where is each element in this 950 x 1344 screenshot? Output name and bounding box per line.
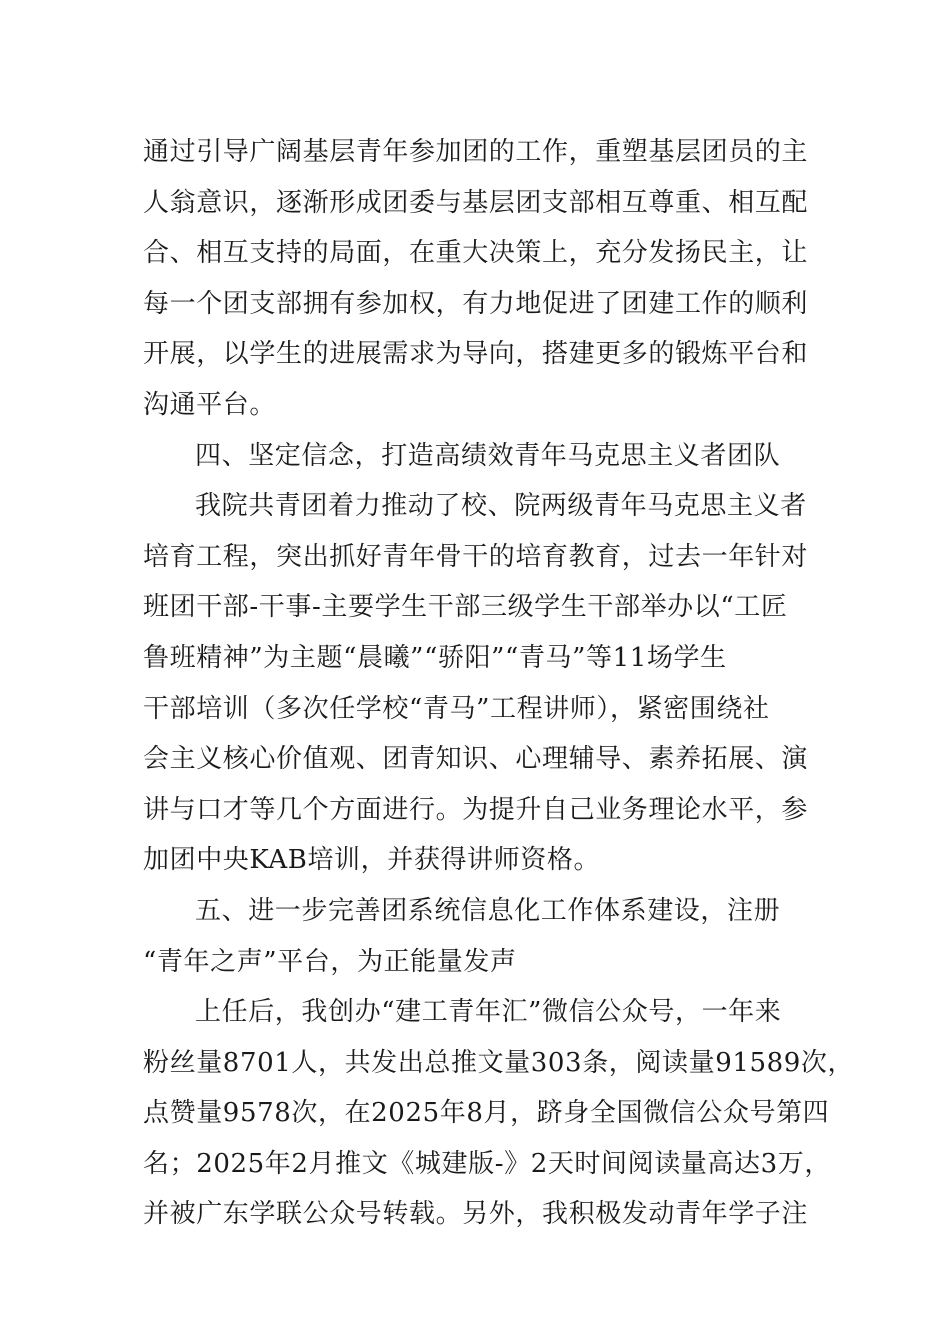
text-line: 干部培训（多次任学校“青马”工程讲师），紧密围绕社 [143, 693, 770, 724]
heading-line: “青年之声”平台，为正能量发声 [143, 946, 517, 977]
heading-line: 四、坚定信念，打造高绩效青年马克思主义者团队 [195, 440, 781, 471]
text-line: 人翁意识，逐渐形成团委与基层团支部相互尊重、相互配 [143, 187, 809, 218]
text-line: 合、相互支持的局面，在重大决策上，充分发扬民主，让 [143, 238, 809, 269]
text-line: 我院共青团着力推动了校、院两级青年马克思主义者 [195, 491, 807, 522]
heading-line: 五、进一步完善团系统信息化工作体系建设，注册 [195, 895, 781, 926]
text-line: 并被广东学联公众号转载。另外，我积极发动青年学子注 [143, 1199, 809, 1230]
text-line: 名；2025年2月推文《城建版-》2天时间阅读量高达3万， [143, 1148, 831, 1179]
text-line: 加团中央KAB培训，并获得讲师资格。 [143, 845, 601, 876]
section-heading-5 [143, 886, 808, 987]
document-body [143, 127, 855, 1240]
text-line: 点赞量9578次，在2025年8月，跻身全国微信公众号第四 [143, 1098, 830, 1129]
text-line: 培育工程，突出抓好青年骨干的培育教育，过去一年针对 [143, 541, 809, 572]
section-heading-4 [143, 431, 808, 482]
text-line: 讲与口才等几个方面进行。为提升自己业务理论水平，参 [143, 794, 809, 825]
text-line: 粉丝量8701人，共发出总推文量303条，阅读量91589次， [143, 1047, 855, 1078]
text-line: 上任后，我创办“建工青年汇”微信公众号，一年来 [195, 997, 782, 1028]
text-line: 会主义核心价值观、团青知识、心理辅导、素养拓展、演 [143, 744, 809, 775]
text-line: 沟通平台。 [143, 389, 277, 420]
text-line: 鲁班精神”为主题“晨曦”“骄阳”“青马”等11场学生 [143, 642, 727, 673]
text-line: 开展，以学生的进展需求为导向，搭建更多的锻炼平台和 [143, 339, 809, 370]
text-line: 班团干部-干事-主要学生干部三级学生干部举办以“工匠 [143, 592, 788, 623]
paragraph-3 [143, 987, 855, 1240]
text-line: 通过引导广阔基层青年参加团的工作，重塑基层团员的主 [143, 137, 809, 167]
paragraph-2 [143, 481, 808, 886]
paragraph-1 [143, 127, 808, 431]
text-line: 每一个团支部拥有参加权，有力地促进了团建工作的顺利 [143, 288, 809, 319]
